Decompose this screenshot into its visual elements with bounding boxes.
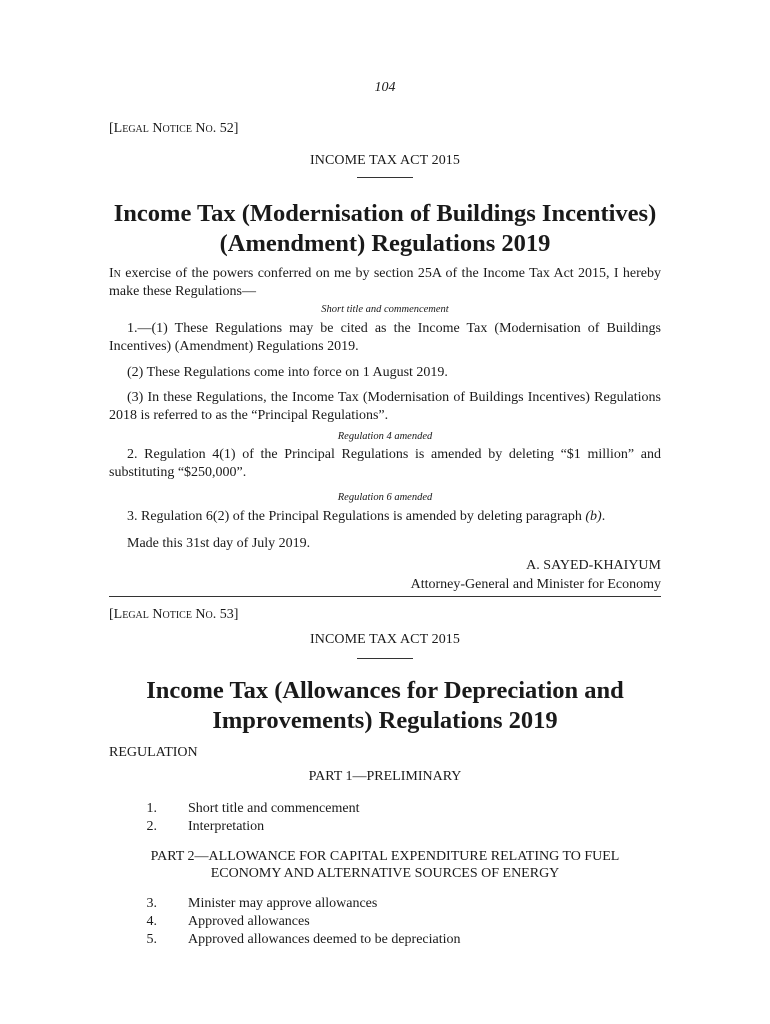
regulation-title: Income Tax (Modernisation of Buildings Incentives) (Amendment) Regulations 2019 — [113, 200, 657, 257]
act-name: INCOME TAX ACT 2015 — [310, 153, 460, 168]
preamble: In exercise of the powers conferred on me by section 25A of the Income Tax Act 2015, I hereby make these Regulations— — [109, 266, 661, 299]
made-date: Made this 31st day of July 2019. — [127, 536, 311, 551]
side-heading-regulation-4: Regulation 4 amended — [337, 431, 433, 442]
regulation-1-1: 1.—(1) These Regulations may be cited as the Income Tax (Modernisation of Buildings Incentives) (Amendment) Regulations 2019. — [109, 321, 661, 354]
regulation-3: 3. Regulation 6(2) of the Principal Regulations is amended by deleting paragraph (b). — [127, 509, 606, 524]
side-heading-regulation-6: Regulation 6 amended — [337, 492, 433, 503]
toc-item: 1. Short title and commencement — [146, 801, 360, 816]
legal-notice-number: 53] — [216, 607, 239, 622]
toc-item: 5. Approved allowances deemed to be depreciation — [146, 932, 461, 947]
part-2-heading: PART 2—ALLOWANCE FOR CAPITAL EXPENDITURE RELATING TO FUEL ECONOMY AND ALTERNATIVE SOURCES OF ENERGY — [150, 849, 620, 881]
side-heading-short-title: Short title and commencement — [321, 304, 449, 315]
toc-item: 2. Interpretation — [146, 819, 265, 834]
regulation-1-2: (2) These Regulations come into force on 1 August 2019. — [127, 365, 448, 380]
toc-item: 4. Approved allowances — [146, 914, 310, 929]
short-divider-2 — [357, 658, 413, 659]
legal-notice-label: Legal Notice No. — [113, 607, 217, 622]
page-number: 104 — [374, 80, 396, 95]
legal-notice-52: [Legal Notice No. 52] — [109, 121, 239, 136]
legal-notice-label: Legal Notice No. — [113, 121, 217, 136]
toc-item: 3. Minister may approve allowances — [146, 896, 378, 911]
section-divider — [109, 596, 661, 597]
legal-notice-number: 52] — [216, 121, 239, 136]
act-name-2: INCOME TAX ACT 2015 — [310, 632, 460, 647]
short-divider — [357, 177, 413, 178]
regulation-1-3: (3) In these Regulations, the Income Tax (Modernisation of Buildings Incentives) Regulations 2018 is referred to as the “Principal Regulations”. — [109, 390, 661, 423]
regulation-title-2: Income Tax (Allowances for Depreciation and Improvements) Regulations 2019 — [146, 677, 624, 734]
signatory-name: A. SAYED-KHAIYUM — [526, 558, 661, 573]
regulation-label: REGULATION — [109, 745, 198, 760]
signatory-office: Attorney-General and Minister for Economy — [410, 577, 661, 592]
part-1-heading: PART 1—PRELIMINARY — [308, 769, 462, 784]
regulation-2: 2. Regulation 4(1) of the Principal Regulations is amended by deleting “$1 million” and substituting “$250,000”. — [109, 447, 661, 480]
legal-notice-53: [Legal Notice No. 53] — [109, 607, 239, 622]
